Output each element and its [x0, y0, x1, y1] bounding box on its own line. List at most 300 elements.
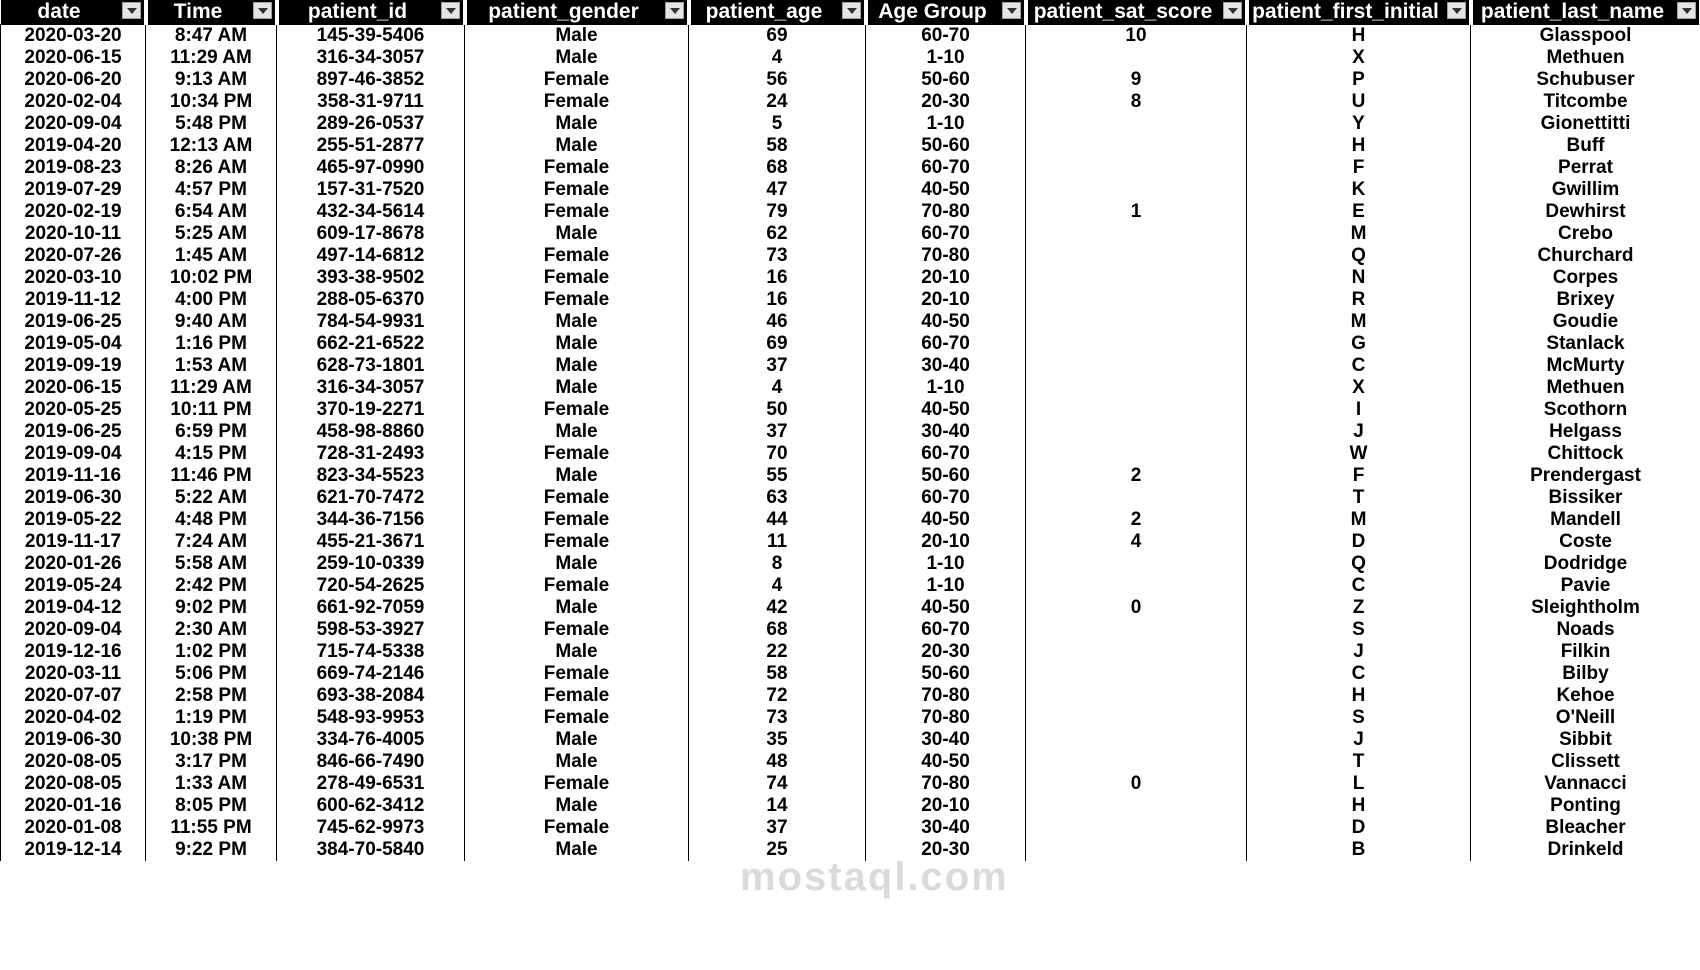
cell-age-group[interactable]: 60-70 [866, 487, 1026, 509]
cell-patient-gender[interactable]: Male [465, 795, 689, 817]
cell-patient-first-initial[interactable]: B [1247, 839, 1471, 861]
filter-dropdown-icon[interactable] [253, 2, 272, 19]
cell-patient-id[interactable]: 784-54-9931 [277, 311, 465, 333]
cell-patient-sat-score[interactable]: 4 [1026, 531, 1247, 553]
cell-age-group[interactable]: 1-10 [866, 113, 1026, 135]
cell-age-group[interactable]: 50-60 [866, 69, 1026, 91]
cell-patient-id[interactable]: 455-21-3671 [277, 531, 465, 553]
cell-patient-age[interactable]: 73 [689, 245, 866, 267]
cell-patient-age[interactable]: 63 [689, 487, 866, 509]
cell-patient-last-name[interactable]: Ponting [1471, 795, 1700, 817]
cell-patient-age[interactable]: 4 [689, 47, 866, 69]
cell-patient-gender[interactable]: Male [465, 25, 689, 48]
cell-patient-sat-score[interactable]: 0 [1026, 597, 1247, 619]
cell-patient-sat-score[interactable] [1026, 751, 1247, 773]
cell-patient-age[interactable]: 72 [689, 685, 866, 707]
cell-patient-first-initial[interactable]: P [1247, 69, 1471, 91]
cell-date[interactable]: 2020-08-05 [1, 773, 146, 795]
cell-patient-sat-score[interactable] [1026, 377, 1247, 399]
cell-patient-id[interactable]: 661-92-7059 [277, 597, 465, 619]
cell-patient-gender[interactable]: Male [465, 421, 689, 443]
cell-age-group[interactable]: 60-70 [866, 619, 1026, 641]
cell-patient-age[interactable]: 58 [689, 135, 866, 157]
cell-age-group[interactable]: 70-80 [866, 685, 1026, 707]
cell-patient-last-name[interactable]: Schubuser [1471, 69, 1700, 91]
cell-time[interactable]: 11:29 AM [146, 377, 277, 399]
cell-patient-age[interactable]: 74 [689, 773, 866, 795]
cell-patient-gender[interactable]: Female [465, 69, 689, 91]
cell-age-group[interactable]: 70-80 [866, 773, 1026, 795]
cell-patient-gender[interactable]: Male [465, 553, 689, 575]
column-header-patient-first-initial[interactable] [1247, 0, 1471, 25]
cell-patient-first-initial[interactable]: U [1247, 91, 1471, 113]
cell-patient-gender[interactable]: Male [465, 597, 689, 619]
cell-patient-last-name[interactable]: Gionettitti [1471, 113, 1700, 135]
cell-patient-sat-score[interactable] [1026, 421, 1247, 443]
cell-patient-first-initial[interactable]: S [1247, 619, 1471, 641]
cell-patient-last-name[interactable]: Pavie [1471, 575, 1700, 597]
cell-patient-last-name[interactable]: Bissiker [1471, 487, 1700, 509]
cell-patient-sat-score[interactable] [1026, 47, 1247, 69]
cell-patient-gender[interactable]: Female [465, 245, 689, 267]
cell-patient-id[interactable]: 370-19-2271 [277, 399, 465, 421]
cell-patient-first-initial[interactable]: Y [1247, 113, 1471, 135]
cell-patient-last-name[interactable]: Dewhirst [1471, 201, 1700, 223]
cell-patient-id[interactable]: 344-36-7156 [277, 509, 465, 531]
cell-date[interactable]: 2020-06-20 [1, 69, 146, 91]
cell-date[interactable]: 2019-06-25 [1, 311, 146, 333]
cell-age-group[interactable]: 30-40 [866, 817, 1026, 839]
cell-patient-gender[interactable]: Male [465, 355, 689, 377]
cell-patient-sat-score[interactable] [1026, 223, 1247, 245]
cell-patient-sat-score[interactable]: 8 [1026, 91, 1247, 113]
cell-patient-id[interactable]: 715-74-5338 [277, 641, 465, 663]
cell-patient-sat-score[interactable] [1026, 641, 1247, 663]
cell-patient-first-initial[interactable]: T [1247, 487, 1471, 509]
cell-patient-age[interactable]: 46 [689, 311, 866, 333]
cell-patient-age[interactable]: 44 [689, 509, 866, 531]
cell-patient-last-name[interactable]: Filkin [1471, 641, 1700, 663]
cell-patient-last-name[interactable]: Kehoe [1471, 685, 1700, 707]
cell-patient-last-name[interactable]: Dodridge [1471, 553, 1700, 575]
cell-patient-first-initial[interactable]: J [1247, 421, 1471, 443]
cell-patient-first-initial[interactable]: C [1247, 575, 1471, 597]
cell-patient-id[interactable]: 255-51-2877 [277, 135, 465, 157]
cell-time[interactable]: 1:33 AM [146, 773, 277, 795]
cell-patient-id[interactable]: 393-38-9502 [277, 267, 465, 289]
cell-time[interactable]: 5:48 PM [146, 113, 277, 135]
cell-date[interactable]: 2020-09-04 [1, 619, 146, 641]
cell-patient-id[interactable]: 897-46-3852 [277, 69, 465, 91]
cell-patient-sat-score[interactable]: 10 [1026, 25, 1247, 48]
cell-patient-gender[interactable]: Male [465, 377, 689, 399]
cell-age-group[interactable]: 60-70 [866, 443, 1026, 465]
filter-dropdown-icon[interactable] [1223, 2, 1242, 19]
cell-patient-first-initial[interactable]: J [1247, 729, 1471, 751]
cell-age-group[interactable]: 50-60 [866, 135, 1026, 157]
cell-patient-first-initial[interactable]: S [1247, 707, 1471, 729]
cell-age-group[interactable]: 1-10 [866, 377, 1026, 399]
cell-patient-sat-score[interactable] [1026, 311, 1247, 333]
cell-patient-gender[interactable]: Female [465, 575, 689, 597]
cell-patient-gender[interactable]: Female [465, 179, 689, 201]
cell-time[interactable]: 9:40 AM [146, 311, 277, 333]
cell-patient-id[interactable]: 669-74-2146 [277, 663, 465, 685]
cell-age-group[interactable]: 20-30 [866, 91, 1026, 113]
cell-patient-first-initial[interactable]: J [1247, 641, 1471, 663]
cell-patient-age[interactable]: 50 [689, 399, 866, 421]
cell-patient-age[interactable]: 22 [689, 641, 866, 663]
cell-age-group[interactable]: 30-40 [866, 421, 1026, 443]
cell-patient-last-name[interactable]: Prendergast [1471, 465, 1700, 487]
cell-patient-first-initial[interactable]: H [1247, 135, 1471, 157]
cell-patient-id[interactable]: 465-97-0990 [277, 157, 465, 179]
cell-age-group[interactable]: 40-50 [866, 597, 1026, 619]
cell-time[interactable]: 9:22 PM [146, 839, 277, 861]
cell-patient-id[interactable]: 384-70-5840 [277, 839, 465, 861]
cell-patient-gender[interactable]: Female [465, 157, 689, 179]
filter-dropdown-icon[interactable] [665, 2, 684, 19]
cell-patient-id[interactable]: 278-49-6531 [277, 773, 465, 795]
cell-age-group[interactable]: 60-70 [866, 25, 1026, 48]
cell-time[interactable]: 1:02 PM [146, 641, 277, 663]
cell-patient-gender[interactable]: Male [465, 729, 689, 751]
cell-time[interactable]: 1:19 PM [146, 707, 277, 729]
cell-patient-age[interactable]: 25 [689, 839, 866, 861]
cell-patient-last-name[interactable]: Drinkeld [1471, 839, 1700, 861]
column-header-patient-last-name[interactable] [1471, 0, 1700, 25]
cell-age-group[interactable]: 20-10 [866, 531, 1026, 553]
cell-patient-id[interactable]: 259-10-0339 [277, 553, 465, 575]
column-header-patient-sat-score[interactable] [1026, 0, 1247, 25]
cell-patient-sat-score[interactable] [1026, 355, 1247, 377]
cell-patient-id[interactable]: 358-31-9711 [277, 91, 465, 113]
cell-patient-last-name[interactable]: Methuen [1471, 47, 1700, 69]
cell-time[interactable]: 5:22 AM [146, 487, 277, 509]
cell-date[interactable]: 2019-11-16 [1, 465, 146, 487]
cell-patient-sat-score[interactable] [1026, 839, 1247, 861]
cell-patient-first-initial[interactable]: Q [1247, 245, 1471, 267]
cell-date[interactable]: 2019-09-04 [1, 443, 146, 465]
column-header-date[interactable] [1, 0, 146, 25]
cell-patient-last-name[interactable]: Crebo [1471, 223, 1700, 245]
cell-patient-last-name[interactable]: Perrat [1471, 157, 1700, 179]
cell-time[interactable]: 4:48 PM [146, 509, 277, 531]
cell-date[interactable]: 2019-05-22 [1, 509, 146, 531]
cell-patient-last-name[interactable]: Goudie [1471, 311, 1700, 333]
cell-patient-age[interactable]: 62 [689, 223, 866, 245]
cell-patient-first-initial[interactable]: M [1247, 223, 1471, 245]
cell-age-group[interactable]: 20-10 [866, 267, 1026, 289]
cell-patient-gender[interactable]: Female [465, 91, 689, 113]
cell-age-group[interactable]: 70-80 [866, 707, 1026, 729]
cell-patient-gender[interactable]: Male [465, 47, 689, 69]
cell-patient-first-initial[interactable]: W [1247, 443, 1471, 465]
cell-date[interactable]: 2020-02-19 [1, 201, 146, 223]
cell-patient-id[interactable]: 316-34-3057 [277, 47, 465, 69]
cell-date[interactable]: 2019-08-23 [1, 157, 146, 179]
cell-patient-last-name[interactable]: Helgass [1471, 421, 1700, 443]
cell-date[interactable]: 2020-09-04 [1, 113, 146, 135]
cell-patient-age[interactable]: 79 [689, 201, 866, 223]
cell-age-group[interactable]: 20-30 [866, 839, 1026, 861]
cell-patient-age[interactable]: 4 [689, 377, 866, 399]
cell-age-group[interactable]: 40-50 [866, 179, 1026, 201]
cell-patient-last-name[interactable]: Coste [1471, 531, 1700, 553]
cell-patient-id[interactable]: 145-39-5406 [277, 25, 465, 48]
cell-date[interactable]: 2019-12-16 [1, 641, 146, 663]
cell-patient-id[interactable]: 458-98-8860 [277, 421, 465, 443]
cell-date[interactable]: 2020-03-20 [1, 25, 146, 48]
cell-age-group[interactable]: 20-10 [866, 289, 1026, 311]
cell-patient-first-initial[interactable]: M [1247, 311, 1471, 333]
cell-patient-last-name[interactable]: Churchard [1471, 245, 1700, 267]
cell-date[interactable]: 2020-05-25 [1, 399, 146, 421]
cell-age-group[interactable]: 50-60 [866, 663, 1026, 685]
cell-patient-id[interactable]: 846-66-7490 [277, 751, 465, 773]
cell-patient-sat-score[interactable]: 9 [1026, 69, 1247, 91]
cell-date[interactable]: 2020-07-07 [1, 685, 146, 707]
column-header-patient-age[interactable] [689, 0, 866, 25]
cell-patient-last-name[interactable]: Bilby [1471, 663, 1700, 685]
cell-age-group[interactable]: 30-40 [866, 355, 1026, 377]
cell-patient-gender[interactable]: Male [465, 113, 689, 135]
cell-patient-age[interactable]: 8 [689, 553, 866, 575]
cell-time[interactable]: 11:29 AM [146, 47, 277, 69]
cell-date[interactable]: 2020-01-16 [1, 795, 146, 817]
cell-patient-last-name[interactable]: Gwillim [1471, 179, 1700, 201]
cell-patient-age[interactable]: 35 [689, 729, 866, 751]
filter-dropdown-icon[interactable] [1677, 2, 1696, 19]
cell-age-group[interactable]: 70-80 [866, 201, 1026, 223]
cell-patient-last-name[interactable]: Noads [1471, 619, 1700, 641]
cell-patient-first-initial[interactable]: R [1247, 289, 1471, 311]
cell-time[interactable]: 4:15 PM [146, 443, 277, 465]
cell-age-group[interactable]: 30-40 [866, 729, 1026, 751]
cell-patient-gender[interactable]: Female [465, 487, 689, 509]
cell-patient-id[interactable]: 334-76-4005 [277, 729, 465, 751]
cell-patient-first-initial[interactable]: K [1247, 179, 1471, 201]
cell-patient-first-initial[interactable]: H [1247, 685, 1471, 707]
cell-age-group[interactable]: 40-50 [866, 311, 1026, 333]
cell-date[interactable]: 2020-10-11 [1, 223, 146, 245]
cell-patient-age[interactable]: 73 [689, 707, 866, 729]
cell-patient-id[interactable]: 693-38-2084 [277, 685, 465, 707]
cell-age-group[interactable]: 40-50 [866, 399, 1026, 421]
cell-time[interactable]: 8:47 AM [146, 25, 277, 48]
cell-age-group[interactable]: 1-10 [866, 575, 1026, 597]
cell-age-group[interactable]: 70-80 [866, 245, 1026, 267]
cell-age-group[interactable]: 1-10 [866, 47, 1026, 69]
cell-time[interactable]: 5:06 PM [146, 663, 277, 685]
cell-patient-last-name[interactable]: Stanlack [1471, 333, 1700, 355]
cell-patient-age[interactable]: 37 [689, 817, 866, 839]
column-header-patient-id[interactable] [277, 0, 465, 25]
cell-patient-sat-score[interactable] [1026, 685, 1247, 707]
cell-patient-sat-score[interactable] [1026, 333, 1247, 355]
cell-patient-sat-score[interactable] [1026, 553, 1247, 575]
cell-patient-id[interactable]: 548-93-9953 [277, 707, 465, 729]
cell-time[interactable]: 8:05 PM [146, 795, 277, 817]
cell-time[interactable]: 4:57 PM [146, 179, 277, 201]
cell-age-group[interactable]: 60-70 [866, 333, 1026, 355]
cell-patient-first-initial[interactable]: F [1247, 465, 1471, 487]
cell-patient-gender[interactable]: Female [465, 289, 689, 311]
column-header-age-group[interactable] [866, 0, 1026, 25]
cell-patient-last-name[interactable]: Glasspool [1471, 25, 1700, 48]
cell-patient-sat-score[interactable] [1026, 135, 1247, 157]
cell-date[interactable]: 2019-06-25 [1, 421, 146, 443]
cell-time[interactable]: 4:00 PM [146, 289, 277, 311]
cell-age-group[interactable]: 20-30 [866, 641, 1026, 663]
cell-date[interactable]: 2019-09-19 [1, 355, 146, 377]
cell-patient-last-name[interactable]: Titcombe [1471, 91, 1700, 113]
cell-patient-last-name[interactable]: O'Neill [1471, 707, 1700, 729]
cell-patient-sat-score[interactable] [1026, 113, 1247, 135]
cell-patient-first-initial[interactable]: C [1247, 663, 1471, 685]
cell-patient-last-name[interactable]: Sleightholm [1471, 597, 1700, 619]
cell-patient-id[interactable]: 600-62-3412 [277, 795, 465, 817]
cell-time[interactable]: 2:30 AM [146, 619, 277, 641]
cell-date[interactable]: 2020-01-26 [1, 553, 146, 575]
cell-age-group[interactable]: 20-10 [866, 795, 1026, 817]
cell-patient-age[interactable]: 55 [689, 465, 866, 487]
cell-date[interactable]: 2019-04-20 [1, 135, 146, 157]
cell-patient-sat-score[interactable] [1026, 399, 1247, 421]
cell-date[interactable]: 2020-06-15 [1, 47, 146, 69]
cell-patient-sat-score[interactable]: 0 [1026, 773, 1247, 795]
cell-date[interactable]: 2019-11-17 [1, 531, 146, 553]
cell-patient-id[interactable]: 720-54-2625 [277, 575, 465, 597]
cell-patient-age[interactable]: 37 [689, 421, 866, 443]
cell-patient-gender[interactable]: Male [465, 333, 689, 355]
cell-patient-last-name[interactable]: Clissett [1471, 751, 1700, 773]
cell-date[interactable]: 2019-06-30 [1, 487, 146, 509]
cell-patient-id[interactable]: 628-73-1801 [277, 355, 465, 377]
cell-patient-gender[interactable]: Female [465, 663, 689, 685]
cell-patient-gender[interactable]: Male [465, 751, 689, 773]
cell-patient-last-name[interactable]: Buff [1471, 135, 1700, 157]
cell-date[interactable]: 2020-07-26 [1, 245, 146, 267]
cell-patient-gender[interactable]: Male [465, 465, 689, 487]
cell-time[interactable]: 6:54 AM [146, 201, 277, 223]
cell-patient-age[interactable]: 69 [689, 25, 866, 48]
cell-patient-id[interactable]: 157-31-7520 [277, 179, 465, 201]
cell-patient-gender[interactable]: Female [465, 773, 689, 795]
cell-age-group[interactable]: 1-10 [866, 553, 1026, 575]
cell-age-group[interactable]: 50-60 [866, 465, 1026, 487]
cell-patient-gender[interactable]: Female [465, 707, 689, 729]
cell-time[interactable]: 11:46 PM [146, 465, 277, 487]
filter-dropdown-icon[interactable] [842, 2, 861, 19]
cell-time[interactable]: 1:16 PM [146, 333, 277, 355]
cell-patient-gender[interactable]: Male [465, 135, 689, 157]
cell-patient-age[interactable]: 69 [689, 333, 866, 355]
cell-time[interactable]: 8:26 AM [146, 157, 277, 179]
cell-time[interactable]: 3:17 PM [146, 751, 277, 773]
cell-patient-first-initial[interactable]: T [1247, 751, 1471, 773]
cell-date[interactable]: 2019-05-24 [1, 575, 146, 597]
cell-patient-gender[interactable]: Female [465, 267, 689, 289]
cell-patient-id[interactable]: 316-34-3057 [277, 377, 465, 399]
cell-date[interactable]: 2020-04-02 [1, 707, 146, 729]
cell-patient-gender[interactable]: Female [465, 509, 689, 531]
cell-patient-gender[interactable]: Female [465, 685, 689, 707]
cell-patient-last-name[interactable]: Methuen [1471, 377, 1700, 399]
cell-patient-sat-score[interactable] [1026, 795, 1247, 817]
cell-time[interactable]: 2:58 PM [146, 685, 277, 707]
cell-patient-last-name[interactable]: Sibbit [1471, 729, 1700, 751]
cell-patient-id[interactable]: 609-17-8678 [277, 223, 465, 245]
cell-patient-first-initial[interactable]: Q [1247, 553, 1471, 575]
cell-date[interactable]: 2020-06-15 [1, 377, 146, 399]
cell-age-group[interactable]: 60-70 [866, 157, 1026, 179]
cell-time[interactable]: 10:38 PM [146, 729, 277, 751]
cell-patient-gender[interactable]: Male [465, 641, 689, 663]
cell-patient-id[interactable]: 432-34-5614 [277, 201, 465, 223]
cell-patient-age[interactable]: 24 [689, 91, 866, 113]
cell-patient-sat-score[interactable] [1026, 179, 1247, 201]
cell-patient-first-initial[interactable]: X [1247, 377, 1471, 399]
cell-time[interactable]: 10:11 PM [146, 399, 277, 421]
cell-patient-sat-score[interactable] [1026, 729, 1247, 751]
cell-patient-first-initial[interactable]: I [1247, 399, 1471, 421]
cell-patient-id[interactable]: 728-31-2493 [277, 443, 465, 465]
cell-date[interactable]: 2020-08-05 [1, 751, 146, 773]
cell-patient-sat-score[interactable] [1026, 817, 1247, 839]
cell-date[interactable]: 2019-11-12 [1, 289, 146, 311]
cell-date[interactable]: 2020-03-11 [1, 663, 146, 685]
cell-patient-first-initial[interactable]: F [1247, 157, 1471, 179]
cell-patient-last-name[interactable]: Bleacher [1471, 817, 1700, 839]
cell-date[interactable]: 2020-01-08 [1, 817, 146, 839]
cell-patient-id[interactable]: 823-34-5523 [277, 465, 465, 487]
cell-time[interactable]: 11:55 PM [146, 817, 277, 839]
cell-date[interactable]: 2019-12-14 [1, 839, 146, 861]
cell-patient-last-name[interactable]: Brixey [1471, 289, 1700, 311]
cell-patient-age[interactable]: 16 [689, 267, 866, 289]
filter-dropdown-icon[interactable] [1447, 2, 1466, 19]
cell-patient-age[interactable]: 4 [689, 575, 866, 597]
cell-patient-sat-score[interactable] [1026, 619, 1247, 641]
filter-dropdown-icon[interactable] [1002, 2, 1021, 19]
cell-patient-sat-score[interactable] [1026, 487, 1247, 509]
cell-patient-sat-score[interactable]: 2 [1026, 465, 1247, 487]
cell-patient-first-initial[interactable]: X [1247, 47, 1471, 69]
cell-date[interactable]: 2020-03-10 [1, 267, 146, 289]
cell-patient-sat-score[interactable] [1026, 443, 1247, 465]
cell-time[interactable]: 10:34 PM [146, 91, 277, 113]
cell-patient-last-name[interactable]: Chittock [1471, 443, 1700, 465]
cell-patient-first-initial[interactable]: H [1247, 795, 1471, 817]
filter-dropdown-icon[interactable] [122, 2, 141, 19]
cell-patient-age[interactable]: 47 [689, 179, 866, 201]
cell-patient-first-initial[interactable]: Z [1247, 597, 1471, 619]
cell-patient-gender[interactable]: Female [465, 443, 689, 465]
cell-patient-last-name[interactable]: Vannacci [1471, 773, 1700, 795]
cell-patient-sat-score[interactable] [1026, 157, 1247, 179]
cell-time[interactable]: 1:45 AM [146, 245, 277, 267]
cell-patient-first-initial[interactable]: G [1247, 333, 1471, 355]
cell-time[interactable]: 2:42 PM [146, 575, 277, 597]
cell-patient-id[interactable]: 598-53-3927 [277, 619, 465, 641]
column-header-time[interactable] [146, 0, 277, 25]
cell-patient-sat-score[interactable] [1026, 575, 1247, 597]
cell-patient-gender[interactable]: Male [465, 839, 689, 861]
cell-patient-sat-score[interactable] [1026, 707, 1247, 729]
column-header-patient-gender[interactable] [465, 0, 689, 25]
cell-patient-age[interactable]: 11 [689, 531, 866, 553]
